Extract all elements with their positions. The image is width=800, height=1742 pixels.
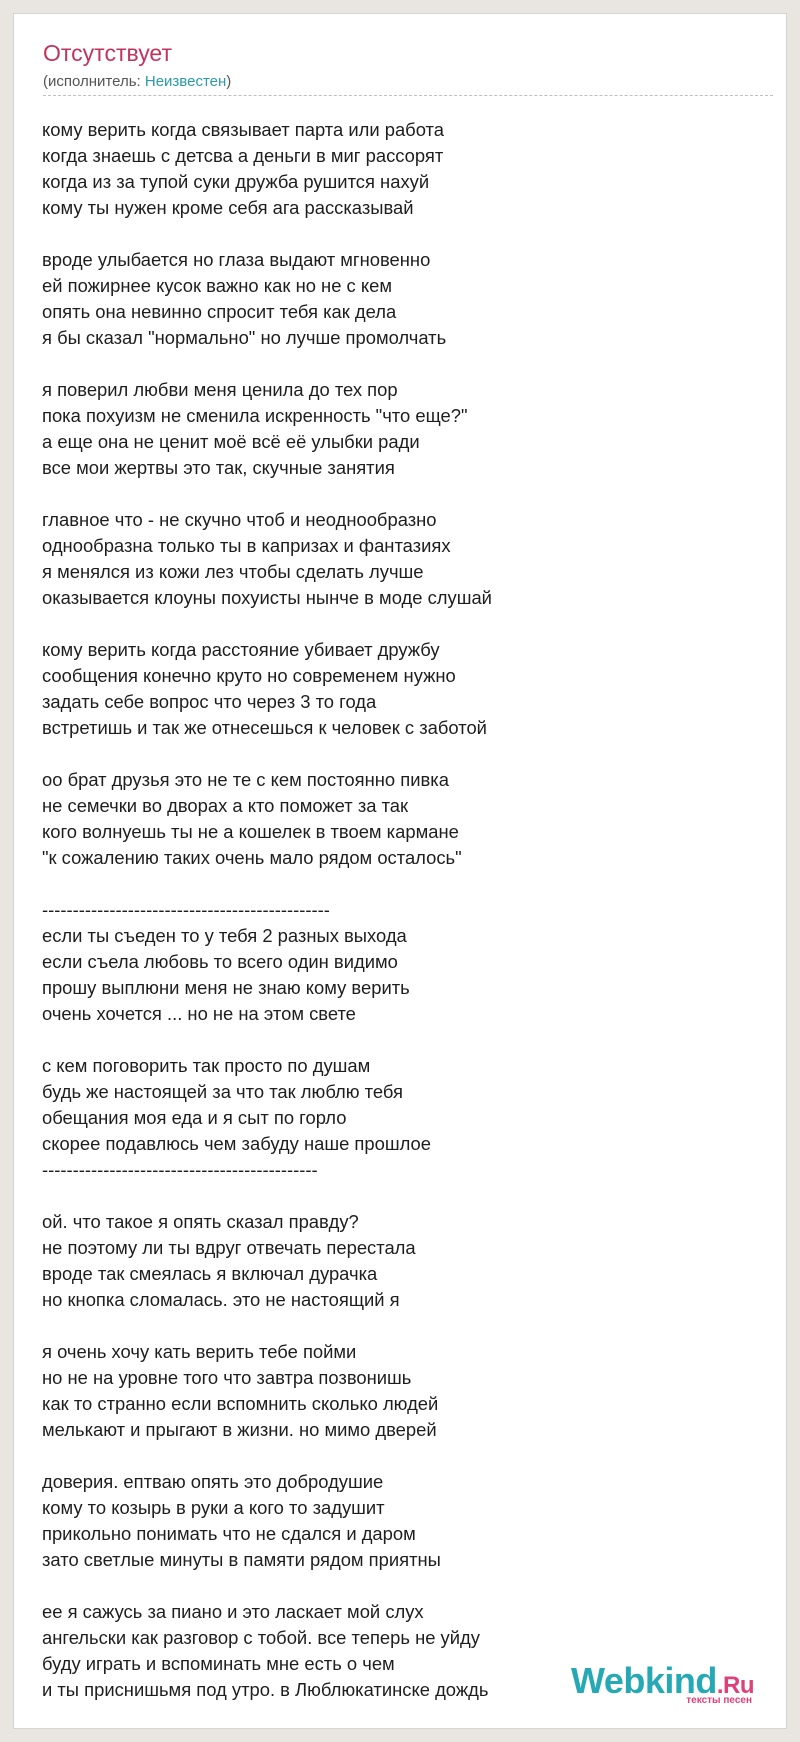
lyric-line: и ты приснишьмя под утро. в Люблюкатинске дождь bbox=[42, 1679, 489, 1700]
lyric-line: --------------------------------------------- bbox=[42, 1159, 318, 1180]
lyric-line: очень хочется ... но не на этом свете bbox=[42, 1003, 356, 1024]
lyric-line: все мои жертвы это так, скучные занятия bbox=[42, 457, 395, 478]
lyrics-stanza bbox=[42, 767, 772, 871]
lyric-line: оказывается клоуны похуисты нынче в моде слушай bbox=[42, 587, 492, 608]
lyrics-body bbox=[42, 117, 772, 1703]
lyric-line: однообразна только ты в капризах и фантазиях bbox=[42, 535, 451, 556]
artist-line bbox=[43, 73, 231, 90]
lyric-line: вроде так смеялась я включал дурачка bbox=[42, 1263, 378, 1284]
lyric-line: прикольно понимать что не сдался и даром bbox=[42, 1523, 416, 1544]
lyric-line: если ты съеден то у тебя 2 разных выхода bbox=[42, 925, 407, 946]
lyrics-stanza bbox=[42, 1469, 772, 1573]
lyric-line: обещания моя еда и я сыт по горло bbox=[42, 1107, 347, 1128]
lyrics-stanza bbox=[42, 117, 772, 221]
lyric-line: не поэтому ли ты вдруг отвечать перестала bbox=[42, 1237, 416, 1258]
lyrics-stanza bbox=[42, 637, 772, 741]
lyric-line: я менялся из кожи лез чтобы сделать лучше bbox=[42, 561, 424, 582]
lyric-line: пока похуизм не сменила искренность "что еще?" bbox=[42, 405, 468, 426]
lyric-line: задать себе вопрос что через 3 то года bbox=[42, 691, 377, 712]
lyric-line: опять она невинно спросит тебя как дела bbox=[42, 301, 397, 322]
lyric-line: вроде улыбается но глаза выдают мгновенно bbox=[42, 249, 431, 270]
lyric-line: если съела любовь то всего один видимо bbox=[42, 951, 398, 972]
lyrics-stanza bbox=[42, 897, 772, 1027]
lyric-line: скорее подавлюсь чем забуду наше прошлое bbox=[42, 1133, 431, 1154]
lyric-line: с кем поговорить так просто по душам bbox=[42, 1055, 371, 1076]
lyrics-stanza bbox=[42, 1209, 772, 1313]
lyric-line: я поверил любви меня ценила до тех пор bbox=[42, 379, 398, 400]
lyric-line: мелькают и прыгают в жизни. но мимо дверей bbox=[42, 1419, 437, 1440]
lyric-line: кому ты нужен кроме себя ага рассказывай bbox=[42, 197, 414, 218]
lyric-line: буду играть и вспоминать мне есть о чем bbox=[42, 1653, 395, 1674]
lyric-line: ангельски как разговор с тобой. все теперь не уйду bbox=[42, 1627, 480, 1648]
lyric-line: зато светлые минуты в памяти рядом приятны bbox=[42, 1549, 441, 1570]
lyric-line: сообщения конечно круто но современем нужно bbox=[42, 665, 456, 686]
lyric-line: когда из за тупой суки дружба рушится нахуй bbox=[42, 171, 430, 192]
lyric-line: кому верить когда расстояние убивает дружбу bbox=[42, 639, 440, 660]
lyric-line: будь же настоящей за что так люблю тебя bbox=[42, 1081, 403, 1102]
song-title: Отсутствует bbox=[43, 40, 172, 66]
logo-tld: .Ru bbox=[716, 1672, 754, 1699]
lyric-line: а еще она не ценит моё всё её улыбки ради bbox=[42, 431, 420, 452]
logo-tagline: тексты песен bbox=[686, 1695, 752, 1706]
lyric-line: но кнопка сломалась. это не настоящий я bbox=[42, 1289, 400, 1310]
lyrics-stanza bbox=[42, 1339, 772, 1443]
lyric-line: но не на уровне того что завтра позвонишь bbox=[42, 1367, 412, 1388]
lyric-line: ее я сажусь за пиано и это ласкает мой слух bbox=[42, 1601, 424, 1622]
header-divider bbox=[43, 95, 773, 96]
lyrics-stanza bbox=[42, 507, 772, 611]
lyric-line: я бы сказал "нормально" но лучше промолчать bbox=[42, 327, 447, 348]
lyric-line: доверия. ептваю опять это добродушие bbox=[42, 1471, 384, 1492]
lyric-line: кому то козырь в руки а кого то задушит bbox=[42, 1497, 385, 1518]
lyric-line: как то странно если вспомнить сколько людей bbox=[42, 1393, 439, 1414]
artist-prefix: (исполнитель: bbox=[43, 73, 145, 90]
page-card bbox=[13, 13, 787, 1729]
lyric-line: встретишь и так же отнесешься к человек с заботой bbox=[42, 717, 487, 738]
lyric-line: ей пожирнее кусок важно как но не с кем bbox=[42, 275, 392, 296]
lyric-line: я очень хочу кать верить тебе пойми bbox=[42, 1341, 357, 1362]
lyric-line: кому верить когда связывает парта или работа bbox=[42, 119, 444, 140]
lyric-line: ой. что такое я опять сказал правду? bbox=[42, 1211, 359, 1232]
lyrics-stanza bbox=[42, 1053, 772, 1183]
lyric-line: кого волнуешь ты не а кошелек в твоем кармане bbox=[42, 821, 459, 842]
lyrics-stanza bbox=[42, 377, 772, 481]
lyric-line: прошу выплюни меня не знаю кому верить bbox=[42, 977, 410, 998]
artist-suffix: ) bbox=[226, 73, 232, 90]
lyric-line: оо брат друзья это не те с кем постоянно пивка bbox=[42, 769, 449, 790]
artist-link[interactable]: Неизвестен bbox=[144, 73, 227, 90]
lyric-line: когда знаешь с детсва а деньги в миг рассорят bbox=[42, 145, 444, 166]
lyrics-stanza bbox=[42, 247, 772, 351]
lyric-line: главное что - не скучно чтоб и неоднообразно bbox=[42, 509, 437, 530]
site-logo[interactable] bbox=[570, 1660, 754, 1706]
logo-name: Webkind bbox=[570, 1660, 717, 1701]
lyric-line: "к сожалению таких очень мало рядом осталось" bbox=[42, 847, 462, 868]
lyric-line: ----------------------------------------------- bbox=[42, 899, 330, 920]
lyric-line: не семечки во дворах а кто поможет за так bbox=[42, 795, 409, 816]
